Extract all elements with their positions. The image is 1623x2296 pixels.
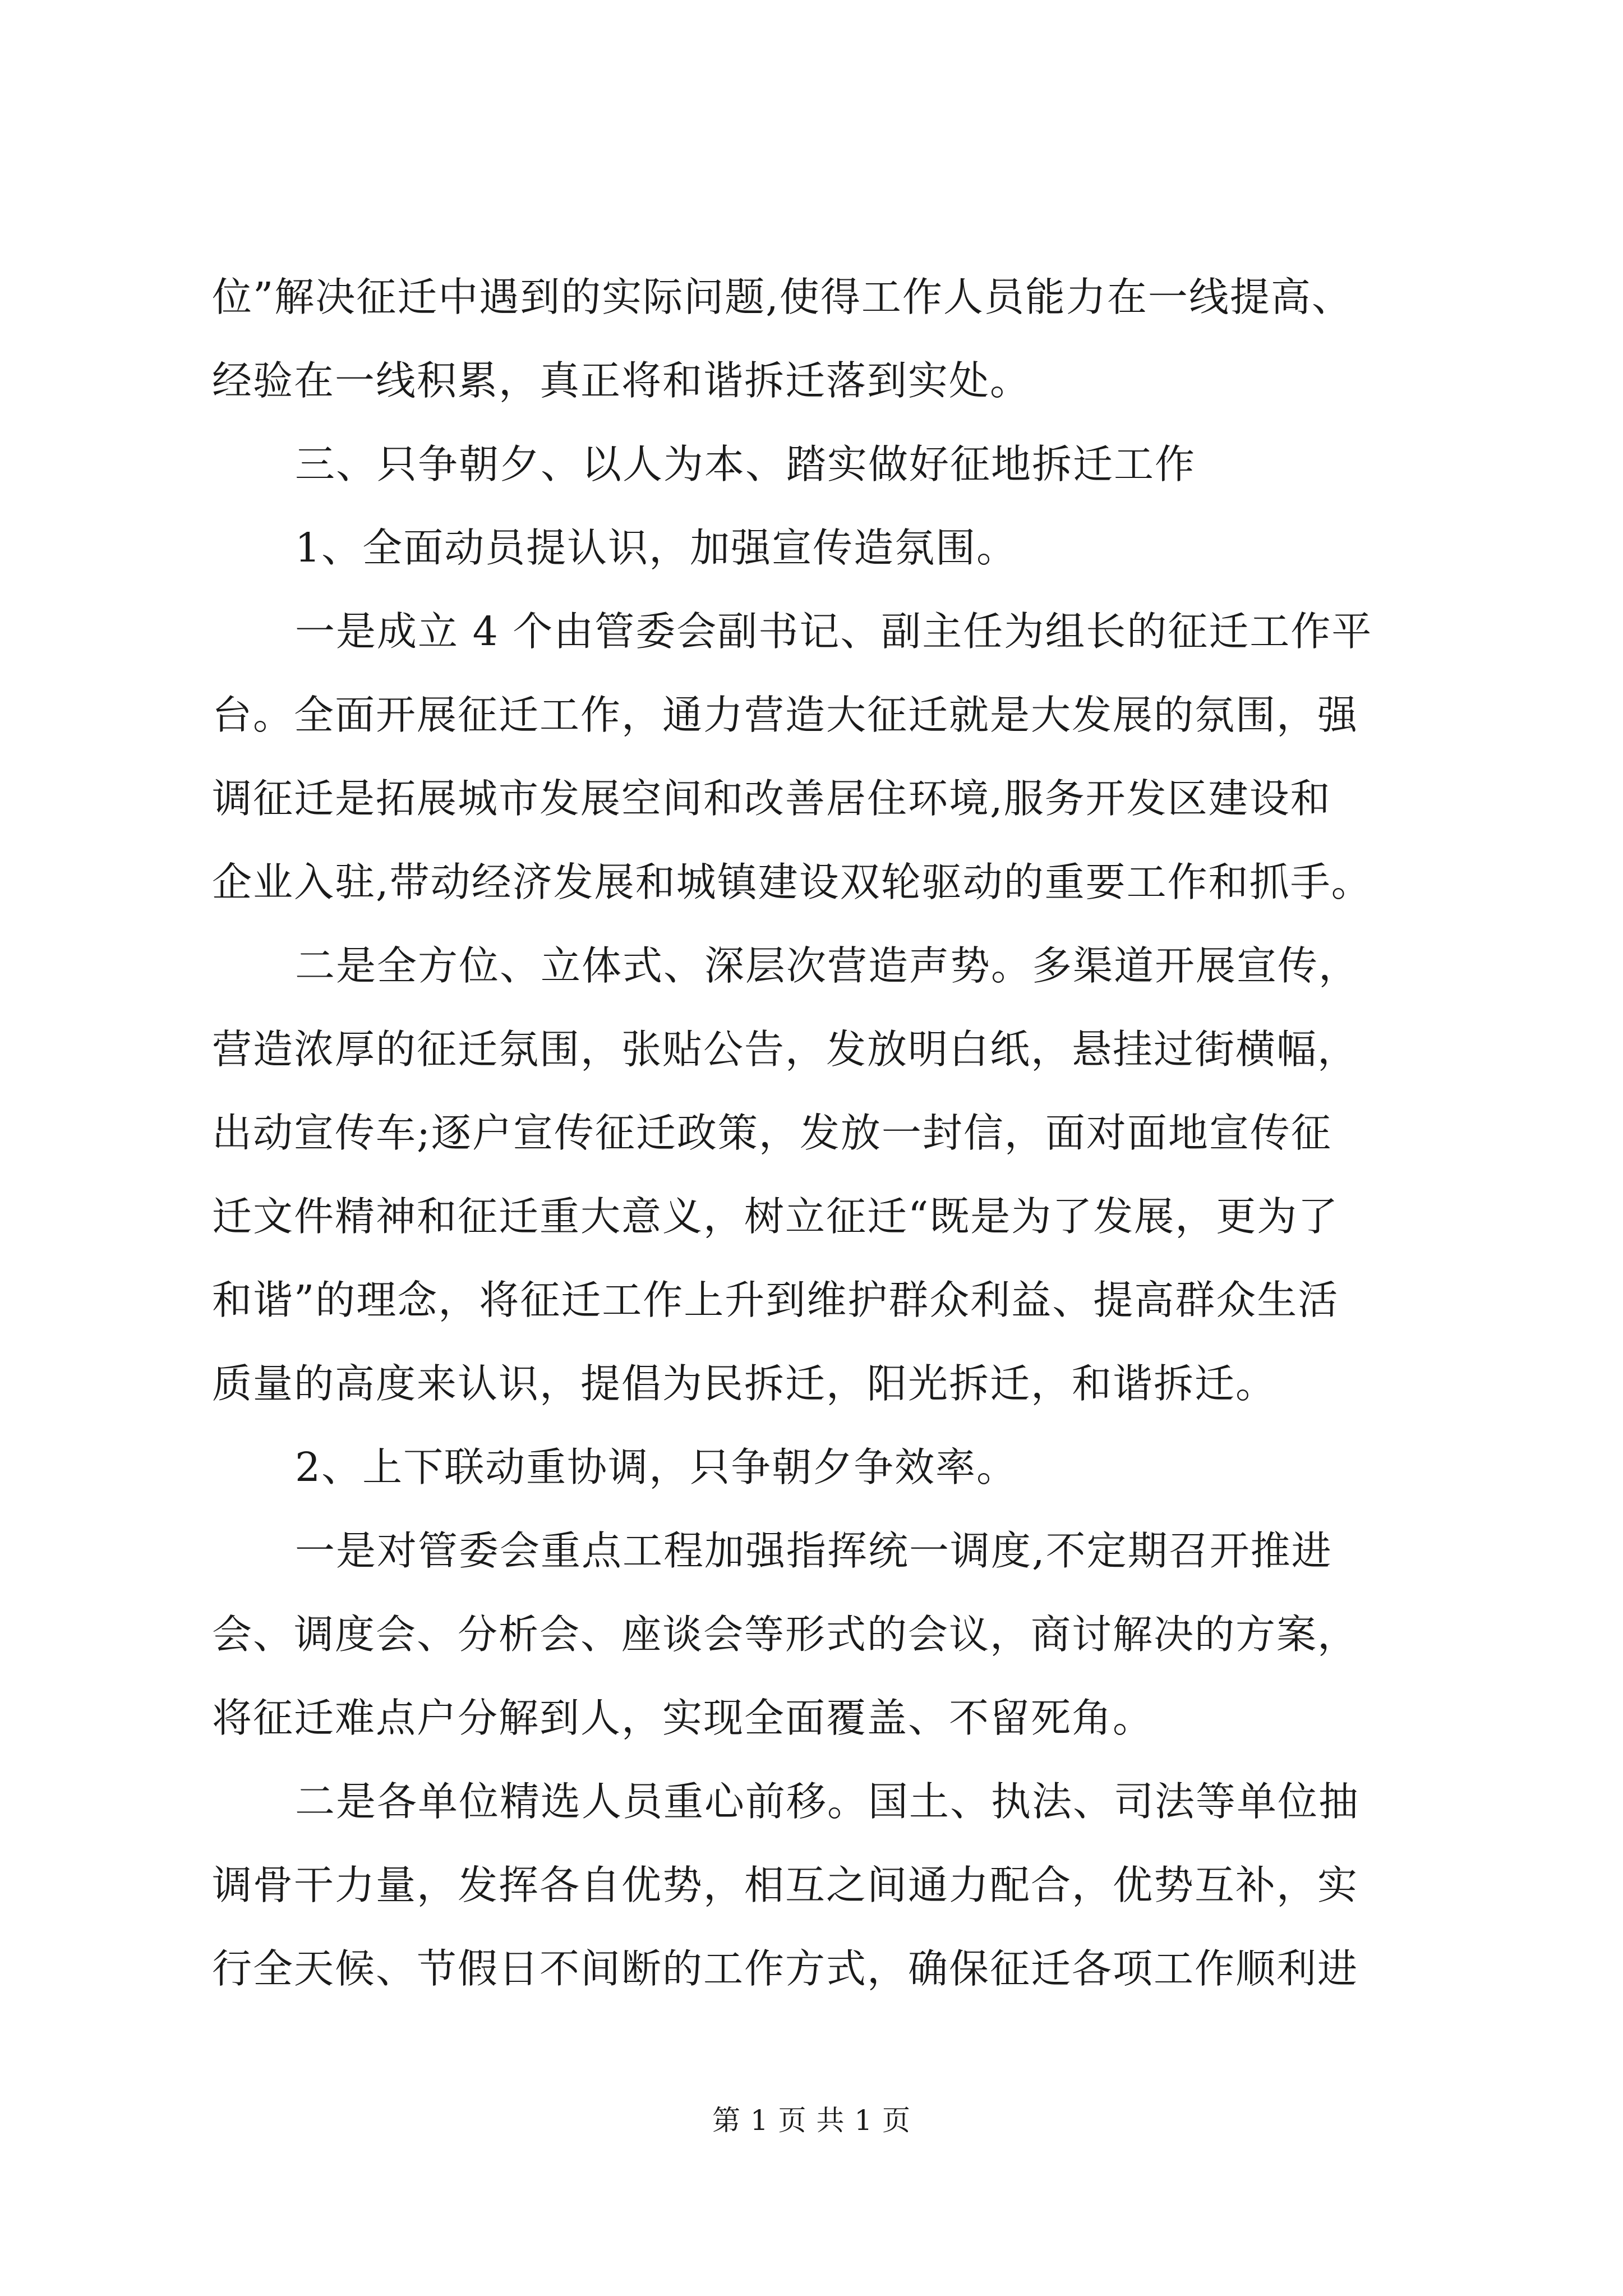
text-line: 企业入驻,带动经济发展和城镇建设双轮驱动的重要工作和抓手。: [212, 859, 1372, 905]
text-line: 将征迁难点户分解到人，实现全面覆盖、不留死角。: [212, 1695, 1154, 1741]
text-line: 营造浓厚的征迁氛围，张贴公告，发放明白纸，悬挂过街横幅，: [212, 1026, 1359, 1073]
text-line: 调骨干力量，发挥各自优势，相互之间通力配合，优势互补，实: [212, 1862, 1359, 1908]
text-line: 一是成立 4 个由管委会副书记、副主任为组长的征迁工作平: [295, 608, 1373, 655]
document-body: [212, 255, 1417, 2010]
text-line: 会、调度会、分析会、座谈会等形式的会议，商讨解决的方案，: [212, 1611, 1359, 1658]
subsection-heading: 1、全面动员提认识，加强宣传造氛围。: [295, 524, 1018, 571]
text-line: 一是对管委会重点工程加强指挥统一调度,不定期召开推进: [295, 1527, 1332, 1574]
text-line: 二是各单位精选人员重心前移。国土、执法、司法等单位抽: [295, 1778, 1360, 1825]
text-line: 行全天候、节假日不间断的工作方式，确保征迁各项工作顺利进: [212, 1945, 1359, 1992]
text-line: 和谐”的理念，将征迁工作上升到维护群众利益、提高群众生活: [212, 1277, 1339, 1323]
text-line: 质量的高度来认识，提倡为民拆迁，阳光拆迁，和谐拆迁。: [212, 1360, 1277, 1407]
text-line: 二是全方位、立体式、深层次营造声势。多渠道开展宣传，: [295, 942, 1360, 989]
text-line: 迁文件精神和征迁重大意义，树立征迁“既是为了发展，更为了: [212, 1193, 1339, 1240]
subsection-heading: 2、上下联动重协调，只争朝夕争效率。: [295, 1444, 1018, 1490]
text-line: 调征迁是拓展城市发展空间和改善居住环境,服务开发区建设和: [212, 775, 1331, 822]
page-number-footer: 第 1 页 共 1 页: [712, 2104, 911, 2137]
section-heading: 三、只争朝夕、以人为本、踏实做好征地拆迁工作: [295, 441, 1196, 487]
text-line: 位”解决征迁中遇到的实际问题,使得工作人员能力在一线提高、: [212, 274, 1353, 320]
text-line: 经验在一线积累，真正将和谐拆迁落到实处。: [212, 357, 1031, 404]
text-line: 出动宣传车;逐户宣传征迁政策，发放一封信，面对面地宣传征: [212, 1110, 1332, 1156]
text-line: 台。全面开展征迁工作，通力营造大征迁就是大发展的氛围，强: [212, 692, 1359, 738]
